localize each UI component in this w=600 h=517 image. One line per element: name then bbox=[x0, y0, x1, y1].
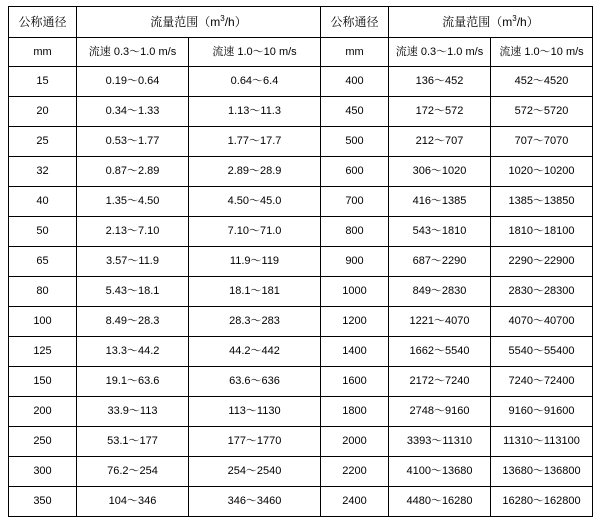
cell-dn-left: 200 bbox=[9, 397, 77, 427]
cell-flow-left-low: 0.87～2.89 bbox=[77, 157, 189, 187]
cell-flow-left-low: 0.53～1.77 bbox=[77, 127, 189, 157]
cell-flow-right-high: 2830～28300 bbox=[491, 277, 593, 307]
header-flow-range-right-tail: /h） bbox=[516, 15, 539, 29]
cell-flow-left-high: 44.2～442 bbox=[189, 337, 321, 367]
header-nominal-diameter-left: 公称通径 bbox=[9, 7, 77, 38]
cell-dn-right: 2000 bbox=[321, 427, 389, 457]
flow-range-table bbox=[8, 6, 593, 517]
cell-flow-right-low: 1221～4070 bbox=[389, 307, 491, 337]
cell-flow-right-high: 452～4520 bbox=[491, 67, 593, 97]
cell-flow-right-low: 2748～9160 bbox=[389, 397, 491, 427]
cell-dn-left: 300 bbox=[9, 457, 77, 487]
cell-dn-left: 100 bbox=[9, 307, 77, 337]
table-row bbox=[9, 487, 593, 517]
cell-flow-right-low: 4480～16280 bbox=[389, 487, 491, 517]
table-row bbox=[9, 97, 593, 127]
cell-dn-right: 500 bbox=[321, 127, 389, 157]
table-row bbox=[9, 277, 593, 307]
header-unit-right: mm bbox=[321, 38, 389, 67]
cell-flow-right-high: 2290～22900 bbox=[491, 247, 593, 277]
cell-dn-right: 1800 bbox=[321, 397, 389, 427]
table-row bbox=[9, 217, 593, 247]
cell-flow-left-high: 1.13～11.3 bbox=[189, 97, 321, 127]
table-row bbox=[9, 427, 593, 457]
cell-dn-left: 125 bbox=[9, 337, 77, 367]
cell-dn-left: 350 bbox=[9, 487, 77, 517]
header-velocity-left-low: 流速 0.3～1.0 m/s bbox=[77, 38, 189, 67]
cell-flow-left-high: 18.1～181 bbox=[189, 277, 321, 307]
table-row bbox=[9, 157, 593, 187]
table-row bbox=[9, 397, 593, 427]
cell-flow-right-high: 572～5720 bbox=[491, 97, 593, 127]
table-row bbox=[9, 457, 593, 487]
cell-flow-left-low: 33.9～113 bbox=[77, 397, 189, 427]
table-row bbox=[9, 247, 593, 277]
cell-dn-left: 25 bbox=[9, 127, 77, 157]
cell-dn-right: 900 bbox=[321, 247, 389, 277]
header-flow-range-left-text: 流量范围（m bbox=[150, 15, 221, 29]
cell-dn-right: 1600 bbox=[321, 367, 389, 397]
cell-dn-left: 150 bbox=[9, 367, 77, 397]
cell-flow-right-low: 172～572 bbox=[389, 97, 491, 127]
table-row bbox=[9, 367, 593, 397]
cell-dn-right: 700 bbox=[321, 187, 389, 217]
cell-flow-right-low: 3393～11310 bbox=[389, 427, 491, 457]
cell-flow-right-low: 543～1810 bbox=[389, 217, 491, 247]
cell-flow-left-low: 19.1～63.6 bbox=[77, 367, 189, 397]
cell-flow-right-low: 4100～13680 bbox=[389, 457, 491, 487]
header-flow-range-left-sup: 3 bbox=[220, 14, 225, 23]
cell-flow-left-low: 0.19～0.64 bbox=[77, 67, 189, 97]
cell-dn-right: 600 bbox=[321, 157, 389, 187]
header-velocity-right-high: 流速 1.0～10 m/s bbox=[491, 38, 593, 67]
cell-flow-left-high: 28.3～283 bbox=[189, 307, 321, 337]
cell-dn-left: 20 bbox=[9, 97, 77, 127]
cell-flow-left-high: 254～2540 bbox=[189, 457, 321, 487]
cell-flow-right-high: 1385～13850 bbox=[491, 187, 593, 217]
cell-dn-right: 1000 bbox=[321, 277, 389, 307]
cell-flow-left-low: 13.3～44.2 bbox=[77, 337, 189, 367]
cell-flow-left-low: 8.49～28.3 bbox=[77, 307, 189, 337]
cell-flow-left-low: 76.2～254 bbox=[77, 457, 189, 487]
table-row bbox=[9, 127, 593, 157]
cell-flow-right-low: 416～1385 bbox=[389, 187, 491, 217]
cell-flow-right-high: 1810～18100 bbox=[491, 217, 593, 247]
header-flow-range-right-sup: 3 bbox=[512, 14, 517, 23]
table-row bbox=[9, 67, 593, 97]
cell-dn-right: 400 bbox=[321, 67, 389, 97]
cell-flow-right-high: 4070～40700 bbox=[491, 307, 593, 337]
header-velocity-left-high: 流速 1.0～10 m/s bbox=[189, 38, 321, 67]
header-flow-range-right bbox=[389, 7, 593, 38]
cell-flow-right-low: 2172～7240 bbox=[389, 367, 491, 397]
cell-dn-left: 50 bbox=[9, 217, 77, 247]
cell-flow-left-high: 63.6～636 bbox=[189, 367, 321, 397]
cell-flow-left-high: 1.77～17.7 bbox=[189, 127, 321, 157]
cell-flow-left-high: 7.10～71.0 bbox=[189, 217, 321, 247]
cell-flow-right-high: 16280～162800 bbox=[491, 487, 593, 517]
cell-dn-left: 15 bbox=[9, 67, 77, 97]
header-nominal-diameter-right: 公称通径 bbox=[321, 7, 389, 38]
cell-flow-right-high: 7240～72400 bbox=[491, 367, 593, 397]
table-row bbox=[9, 307, 593, 337]
cell-flow-right-low: 687～2290 bbox=[389, 247, 491, 277]
header-flow-range-left-tail: /h） bbox=[224, 15, 247, 29]
cell-flow-left-low: 2.13～7.10 bbox=[77, 217, 189, 247]
table-header-row-2 bbox=[9, 38, 593, 67]
cell-flow-right-high: 707～7070 bbox=[491, 127, 593, 157]
header-velocity-right-low: 流速 0.3～1.0 m/s bbox=[389, 38, 491, 67]
cell-dn-left: 80 bbox=[9, 277, 77, 307]
cell-dn-right: 800 bbox=[321, 217, 389, 247]
cell-flow-left-high: 113～1130 bbox=[189, 397, 321, 427]
cell-flow-left-low: 104～346 bbox=[77, 487, 189, 517]
table-row bbox=[9, 337, 593, 367]
cell-dn-right: 450 bbox=[321, 97, 389, 127]
cell-flow-left-high: 346～3460 bbox=[189, 487, 321, 517]
cell-dn-right: 1200 bbox=[321, 307, 389, 337]
header-flow-range-right-text: 流量范围（m bbox=[442, 15, 513, 29]
cell-dn-left: 32 bbox=[9, 157, 77, 187]
cell-flow-left-high: 11.9～119 bbox=[189, 247, 321, 277]
cell-flow-left-high: 177～1770 bbox=[189, 427, 321, 457]
cell-flow-left-low: 5.43～18.1 bbox=[77, 277, 189, 307]
cell-flow-right-low: 1662～5540 bbox=[389, 337, 491, 367]
cell-flow-left-low: 1.35～4.50 bbox=[77, 187, 189, 217]
cell-flow-left-high: 4.50～45.0 bbox=[189, 187, 321, 217]
cell-flow-right-high: 13680～136800 bbox=[491, 457, 593, 487]
cell-flow-right-high: 5540～55400 bbox=[491, 337, 593, 367]
cell-flow-right-low: 306～1020 bbox=[389, 157, 491, 187]
table-header-row-1 bbox=[9, 7, 593, 38]
header-flow-range-left bbox=[77, 7, 321, 38]
cell-flow-right-low: 212～707 bbox=[389, 127, 491, 157]
cell-dn-left: 40 bbox=[9, 187, 77, 217]
cell-flow-right-high: 1020～10200 bbox=[491, 157, 593, 187]
cell-dn-right: 2400 bbox=[321, 487, 389, 517]
header-unit-left: mm bbox=[9, 38, 77, 67]
table-row bbox=[9, 187, 593, 217]
cell-flow-right-low: 136～452 bbox=[389, 67, 491, 97]
cell-dn-right: 2200 bbox=[321, 457, 389, 487]
cell-flow-right-low: 849～2830 bbox=[389, 277, 491, 307]
cell-dn-left: 250 bbox=[9, 427, 77, 457]
cell-flow-left-high: 2.89～28.9 bbox=[189, 157, 321, 187]
cell-flow-right-high: 9160～91600 bbox=[491, 397, 593, 427]
cell-dn-left: 65 bbox=[9, 247, 77, 277]
cell-dn-right: 1400 bbox=[321, 337, 389, 367]
cell-flow-right-high: 11310～113100 bbox=[491, 427, 593, 457]
cell-flow-left-low: 0.34～1.33 bbox=[77, 97, 189, 127]
cell-flow-left-high: 0.64～6.4 bbox=[189, 67, 321, 97]
cell-flow-left-low: 53.1～177 bbox=[77, 427, 189, 457]
cell-flow-left-low: 3.57～11.9 bbox=[77, 247, 189, 277]
